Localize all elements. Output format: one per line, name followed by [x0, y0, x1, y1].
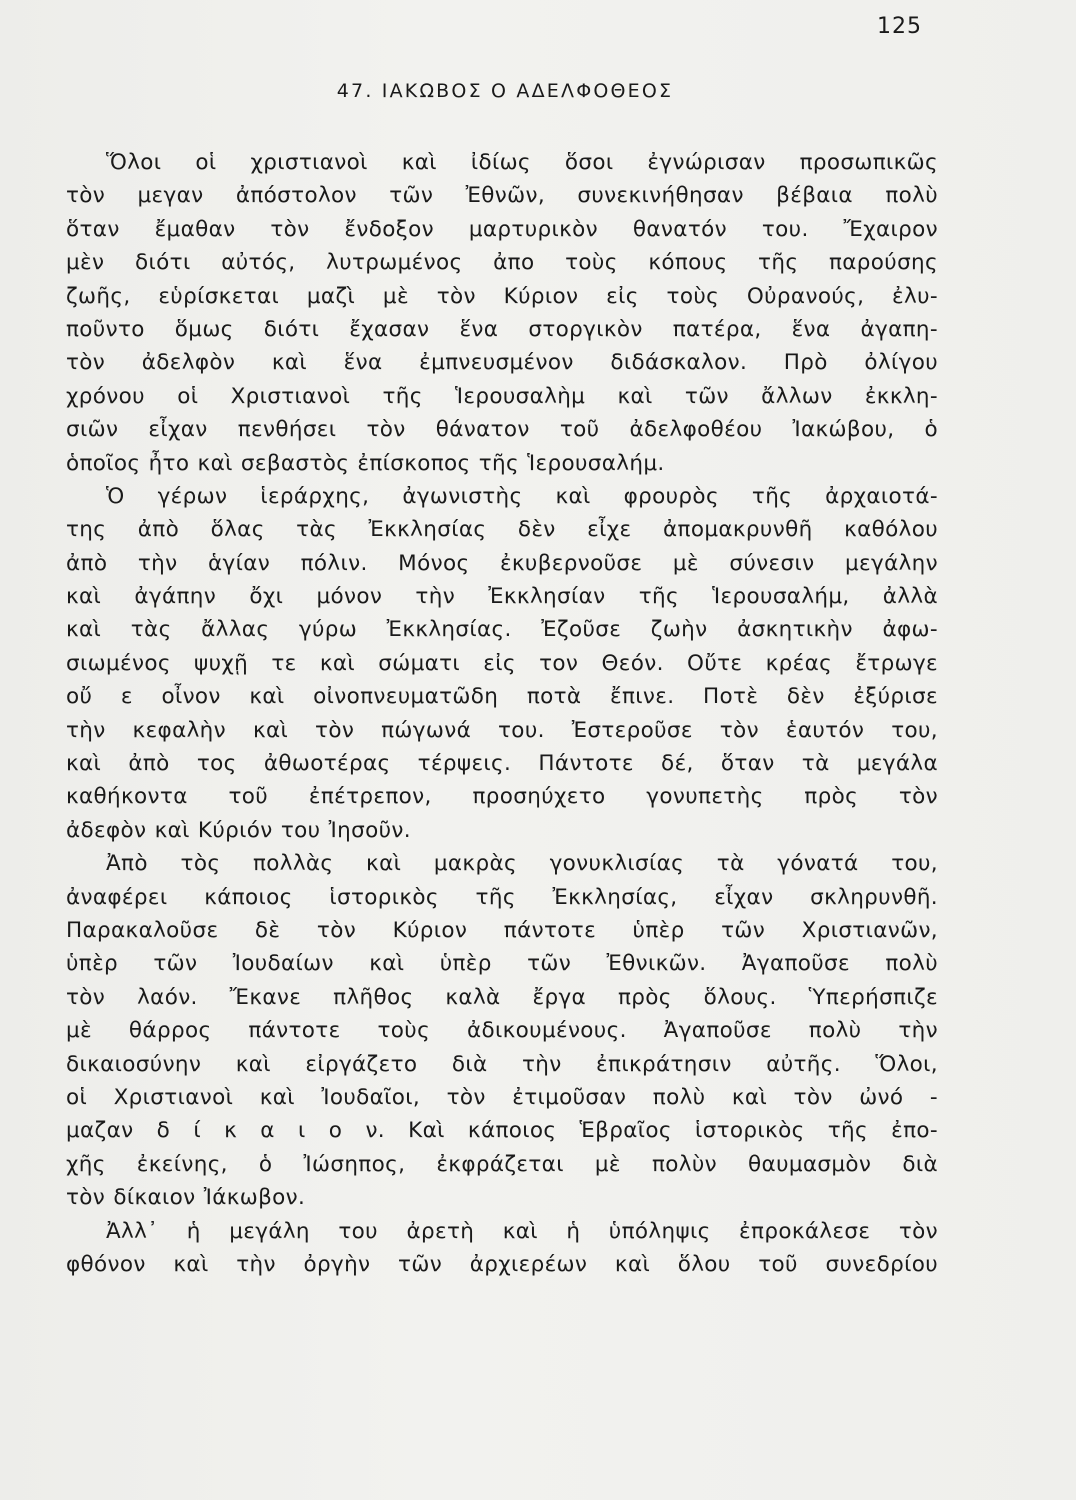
text-line: ἀναφέρει κάποιος ἱστορικὸς τῆς Ἐκκλησίας, εἶχαν σκληρυνθῆ. — [66, 884, 938, 910]
text-line: της ἀπὸ ὅλας τὰς Ἐκκλησίας δὲν εἶχε ἀπομακρυνθῆ καθόλου — [66, 517, 938, 543]
text-line: Ὁ γέρων ἱεράρχης, ἀγωνιστὴς καὶ φρουρὸς τῆς ἀρχαιοτά- — [106, 483, 938, 509]
text-line: Ἀλλ᾽ ἡ μεγάλη του ἀρετὴ καὶ ἡ ὑπόληψις ἐπροκάλεσε τὸν — [106, 1218, 938, 1244]
text-line: οἱ Χριστιανοὶ καὶ Ἰουδαῖοι, τὸν ἐτιμοῦσαν πολὺ καὶ τὸν ὠνό - — [66, 1084, 938, 1110]
text-line: Ἀπὸ τὸς πολλὰς καὶ μακρὰς γονυκλισίας τὰ γόνατά του, — [106, 851, 938, 877]
text-line: Ὅλοι οἱ χριστιανοὶ καὶ ἰδίως ὅσοι ἐγνώρισαν προσωπικῶς — [106, 150, 938, 175]
text-line: τὸν λαόν. Ἔκανε πλῆθος καλὰ ἔργα πρὸς ὅλους. Ὑπερήσπιζε — [66, 984, 938, 1010]
text-line: τὴν κεφαλὴν καὶ τὸν πώγωνά του. Ἐστεροῦσε τὸν ἑαυτόν του, — [66, 717, 938, 743]
chapter-title: 47. ΙΑΚΩΒΟΣ Ο ΑΔΕΛΦΟΘΕΟΣ — [336, 80, 674, 102]
text-line: μὲν διότι αὐτός, λυτρωμένος ἀπο τοὺς κόπους τῆς παρούσης — [66, 250, 938, 276]
text-line: μαζαν δ ί κ α ι ο ν. Καὶ κάποιος Ἑβραῖος ἱστορικὸς τῆς ἐπο- — [66, 1118, 938, 1144]
text-line: Παρακαλοῦσε δὲ τὸν Κύριον πάντοτε ὑπὲρ τῶν Χριστιανῶν, — [66, 917, 938, 943]
text-line: δικαιοσύνην καὶ εἰργάζετο διὰ τὴν ἐπικράτησιν αὐτῆς. Ὅλοι, — [66, 1051, 938, 1077]
text-line: ὑπὲρ τῶν Ἰουδαίων καὶ ὑπὲρ τῶν Ἐθνικῶν. Ἀγαποῦσε πολὺ — [66, 951, 938, 977]
text-line: τὸν μεγαν ἀπόστολον τῶν Ἐθνῶν, συνεκινήθησαν βέβαια πολὺ — [66, 183, 938, 209]
text-line: καὶ ἀπὸ τος ἀθωοτέρας τέρψεις. Πάντοτε δέ, ὅταν τὰ μεγάλα — [66, 751, 938, 777]
text-line: καὶ τὰς ἄλλας γύρω Ἐκκλησίας. Ἐζοῦσε ζωὴν ἀσκητικὴν ἀφω- — [66, 617, 938, 643]
text-line: σιῶν εἶχαν πενθήσει τὸν θάνατον τοῦ ἀδελφοθέου Ἰακώβου, ὁ — [66, 417, 938, 443]
body-text — [66, 146, 938, 1281]
text-line: καὶ ἀγάπην ὄχι μόνον τὴν Ἐκκλησίαν τῆς Ἱερουσαλήμ, ἀλλὰ — [66, 584, 938, 610]
text-line: μὲ θάρρος πάντοτε τοὺς ἀδικουμένους. Ἀγαποῦσε πολὺ τὴν — [66, 1018, 938, 1044]
text-line: ποῦντο ὅμως διότι ἔχασαν ἕνα στοργικὸν πατέρα, ἕνα ἀγαπη- — [66, 316, 938, 342]
text-line: ἀπὸ τὴν ἁγίαν πόλιν. Μόνος ἐκυβερνοῦσε μὲ σύνεσιν μεγάλην — [66, 550, 938, 576]
text-line: φθόνον καὶ τὴν ὀργὴν τῶν ἀρχιερέων καὶ ὅλου τοῦ συνεδρίου — [66, 1251, 938, 1277]
text-line: καθήκοντα τοῦ ἐπέτρεπον, προσηύχετο γονυπετὴς πρὸς τὸν — [66, 784, 938, 810]
text-line: ὅταν ἔμαθαν τὸν ἔνδοξον μαρτυρικὸν θανατόν του. Ἔχαιρον — [66, 216, 938, 242]
text-line: σιωμένος ψυχῇ τε καὶ σώματι εἰς τον Θεόν. Οὔτε κρέας ἔτρωγε — [66, 650, 938, 676]
text-line: χρόνου οἱ Χριστιανοὶ τῆς Ἱερουσαλὴμ καὶ τῶν ἄλλων ἐκκλη- — [66, 383, 938, 409]
text-line: ὁποῖος ἦτο καὶ σεβαστὸς ἐπίσκοπος τῆς Ἱερουσαλήμ. — [66, 450, 665, 476]
text-line: ζωῆς, εὑρίσκεται μαζὶ μὲ τὸν Κύριον εἰς τοὺς Οὐρανούς, ἐλυ- — [66, 283, 938, 309]
text-line: οὔ ε οἶνον καὶ οἰνοπνευματῶδη ποτὰ ἔπινε. Ποτὲ δὲν ἐξύρισε — [66, 684, 938, 710]
text-line: ἀδεφὸν καὶ Κύριόν του Ἰησοῦν. — [66, 817, 411, 843]
text-line: χῆς ἐκείνης, ὁ Ἰώσηπος, ἐκφράζεται μὲ πολὺν θαυμασμὸν διὰ — [66, 1151, 938, 1177]
text-line: τὸν ἀδελφὸν καὶ ἕνα ἐμπνευσμένον διδάσκαλον. Πρὸ ὀλίγου — [66, 350, 938, 376]
page-number: 125 — [877, 14, 922, 39]
text-line: τὸν δίκαιον Ἰάκωβον. — [66, 1185, 306, 1211]
